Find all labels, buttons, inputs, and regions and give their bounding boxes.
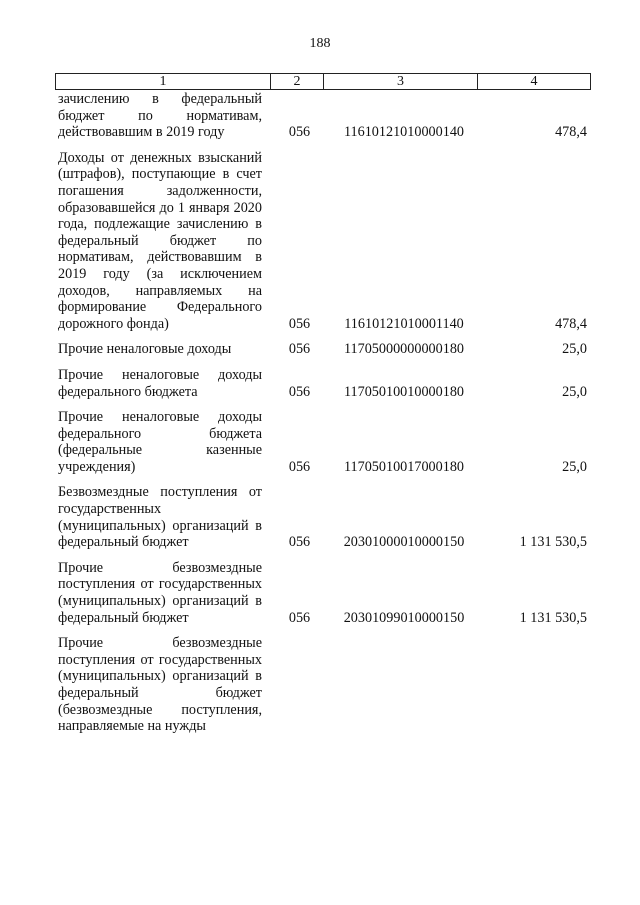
header-col-2: 2 bbox=[271, 74, 324, 89]
row-admin-code: 056 bbox=[288, 609, 311, 626]
row-kbk-code: 11705010017000180 bbox=[343, 458, 465, 475]
header-col-3: 3 bbox=[324, 74, 478, 89]
row-kbk-code: 11610121010000140 bbox=[343, 124, 465, 141]
row-amount: 25,0 bbox=[562, 341, 587, 358]
header-col-1: 1 bbox=[56, 74, 271, 89]
row-kbk-code: 20301000010000150 bbox=[343, 534, 465, 551]
table-row bbox=[55, 91, 591, 141]
row-name: Прочие безвозмездные поступления от государственных (муниципальных) организаций в федеральный бюджет (безвозмездные поступления, направляемые на нужды bbox=[58, 635, 262, 735]
table-row bbox=[55, 341, 591, 358]
row-admin-code: 056 bbox=[288, 458, 311, 475]
row-amount: 25,0 bbox=[562, 458, 587, 475]
row-name: Прочие безвозмездные поступления от государственных (муниципальных) организаций в федеральный бюджет bbox=[58, 559, 262, 626]
row-amount: 25,0 bbox=[562, 383, 587, 400]
row-amount: 1 131 530,5 bbox=[519, 609, 587, 626]
table-row bbox=[55, 560, 591, 626]
row-amount: 1 131 530,5 bbox=[519, 534, 587, 551]
row-name: Прочие неналоговые доходы bbox=[58, 341, 232, 358]
row-name: зачислению в федеральный бюджет по нормативам, действовавшим в 2019 году bbox=[58, 91, 262, 141]
table-row bbox=[55, 484, 591, 550]
row-name: Безвозмездные поступления от государственных (муниципальных) организаций в федеральный бюджет bbox=[58, 484, 262, 551]
row-amount: 478,4 bbox=[555, 124, 587, 141]
row-name: Прочие неналоговые доходы федерального бюджета bbox=[58, 366, 262, 400]
budget-table bbox=[55, 73, 591, 744]
row-kbk-code: 11705000000000180 bbox=[343, 341, 465, 358]
header-col-4: 4 bbox=[530, 74, 538, 89]
row-name: Прочие неналоговые доходы федерального бюджета (федеральные казенные учреждения) bbox=[58, 409, 262, 475]
row-admin-code: 056 bbox=[288, 124, 311, 141]
row-admin-code: 056 bbox=[288, 315, 311, 332]
row-admin-code: 056 bbox=[288, 383, 311, 400]
row-amount: 478,4 bbox=[555, 315, 587, 332]
row-name: Доходы от денежных взысканий (штрафов), поступающие в счет погашения задолженности, образовавшейся до 1 января 2020 года, подлежащие зачислению в федеральный бюджет по нормативам, действовавшим в 2019 году (за исключением доходов, направляемых на формирование Федерального дорожного фонда) bbox=[58, 149, 262, 332]
table-row bbox=[55, 150, 591, 333]
table-row bbox=[55, 409, 591, 475]
row-kbk-code: 11610121010001140 bbox=[344, 315, 464, 332]
row-admin-code: 056 bbox=[288, 534, 311, 551]
page-number: 188 bbox=[309, 36, 331, 51]
table-row bbox=[55, 635, 591, 735]
table-row bbox=[55, 367, 591, 400]
table-header bbox=[55, 73, 591, 90]
row-admin-code: 056 bbox=[288, 341, 311, 358]
row-kbk-code: 20301099010000150 bbox=[343, 609, 465, 626]
row-kbk-code: 11705010010000180 bbox=[343, 383, 465, 400]
